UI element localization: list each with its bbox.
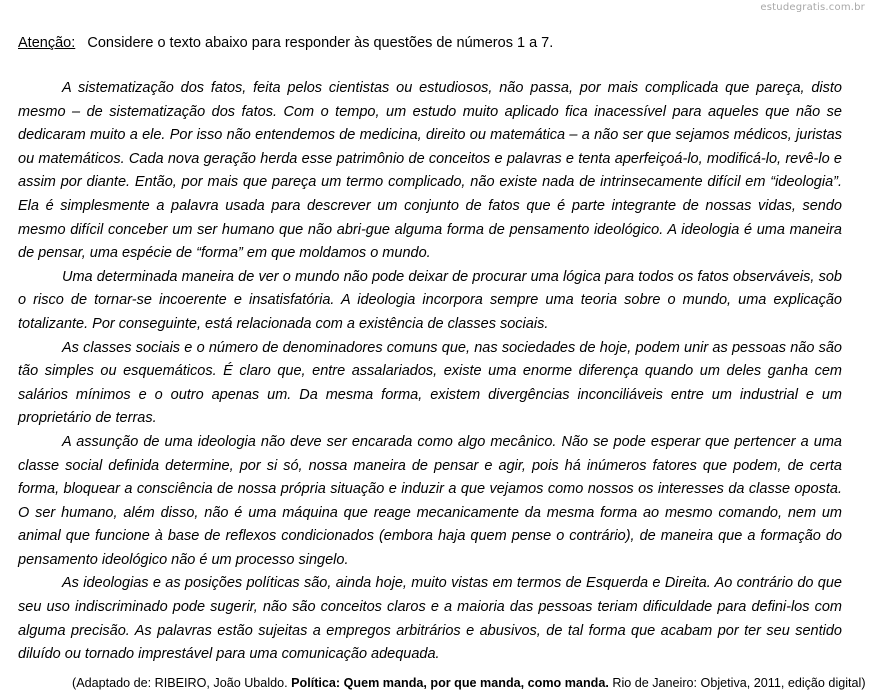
citation-prefix: (Adaptado de: RIBEIRO, João Ubaldo.: [72, 676, 292, 690]
passage-paragraph-5: As ideologias e as posições políticas são, ainda hoje, muito vistas em termos de Esquerda e Direita. Ao contrário do que seu uso indiscriminado pode sugerir, não são conceitos claros e a maioria das pessoas teriam dificuldade para defini-los com alguma precisão. As palavras estão sujeitas a empregos arbitrários e abusivos, de tal forma que acabam por ter seu sentido diluído ou tornado imprestável para uma comunicação adequada.: [18, 575, 842, 663]
citation-title: Política: Quem manda, por que manda, como manda.: [291, 676, 609, 690]
passage-paragraph-1: A sistematização dos fatos, feita pelos cientistas ou estudiosos, não passa, por mais complicada que pareça, disto mesmo – de sistematização dos fatos. Com o tempo, um estudo muito aplicado fica inacessível para aqueles que não se dedicaram muito a ele. Por isso não entendemos de medicina, direito ou matemática – a não ser que sejamos médicos, juristas ou matemáticos. Cada nova geração herda esse patrimônio de conceitos e palavras e tenta aperfeiçoá-lo, modificá-lo, revê-lo e assim por diante. Então, por mais que pareça um termo complicado, não existe nada de intrinsecamente difícil em “ideologia”. Ela é simplesmente a palavra usada para descrever um conjunto de fatos que é parte integrante de nossas vidas, sendo mesmo difícil conceber um ser humano que não abri-gue alguma forma de pensamento ideológico. A ideologia é uma maneira de pensar, uma espécie de “forma” em que moldamos o mundo.: [18, 80, 842, 262]
attention-label: Atenção:: [18, 35, 76, 51]
instruction-header: [18, 34, 553, 52]
reading-passage: [18, 77, 842, 667]
passage-paragraph-2: Uma determinada maneira de ver o mundo não pode deixar de procurar uma lógica para todos os fatos observáveis, sob o risco de tornar-se incoerente e insatisfatória. A ideologia incorpora sempre uma teoria sobre o mundo, uma explicação totalizante. Por conseguinte, está relacionada com a existência de classes sociais.: [18, 268, 842, 332]
passage-paragraph-4: A assunção de uma ideologia não deve ser encarada como algo mecânico. Não se pode esperar que pertencer a uma classe social definida determine, por si só, nossa maneira de pensar e agir, pois há inúmeros fatores que podem, de certa forma, bloquear a consciência de nossa própria situação e induzir a que vejamos como nossos os interesses da classe oposta. O ser humano, além disso, não é uma máquina que reage mecanicamente da mesma forma ao mesmo comando, nem um animal que funcione à base de reflexos condicionados (embora haja quem pense o contrário), de maneira que a formação do pensamento ideológico não é um processo singelo.: [18, 433, 842, 568]
source-citation: [72, 675, 866, 691]
instruction-text: Considere o texto abaixo para responder às questões de números 1 a 7.: [87, 35, 554, 51]
passage-paragraph-3: As classes sociais e o número de denominadores comuns que, nas sociedades de hoje, podem unir as pessoas não são tão simples ou esquemáticos. É claro que, entre assalariados, existe uma enorme diferença quando um deles ganha cem salários mínimos e o outro apenas um. Da mesma forma, existem divergências inconciliáveis entre um industrial e um proprietário de terras.: [18, 339, 842, 427]
citation-suffix: Rio de Janeiro: Objetiva, 2011, edição digital): [608, 676, 866, 690]
watermark: estudegratis.com.br: [760, 2, 865, 13]
